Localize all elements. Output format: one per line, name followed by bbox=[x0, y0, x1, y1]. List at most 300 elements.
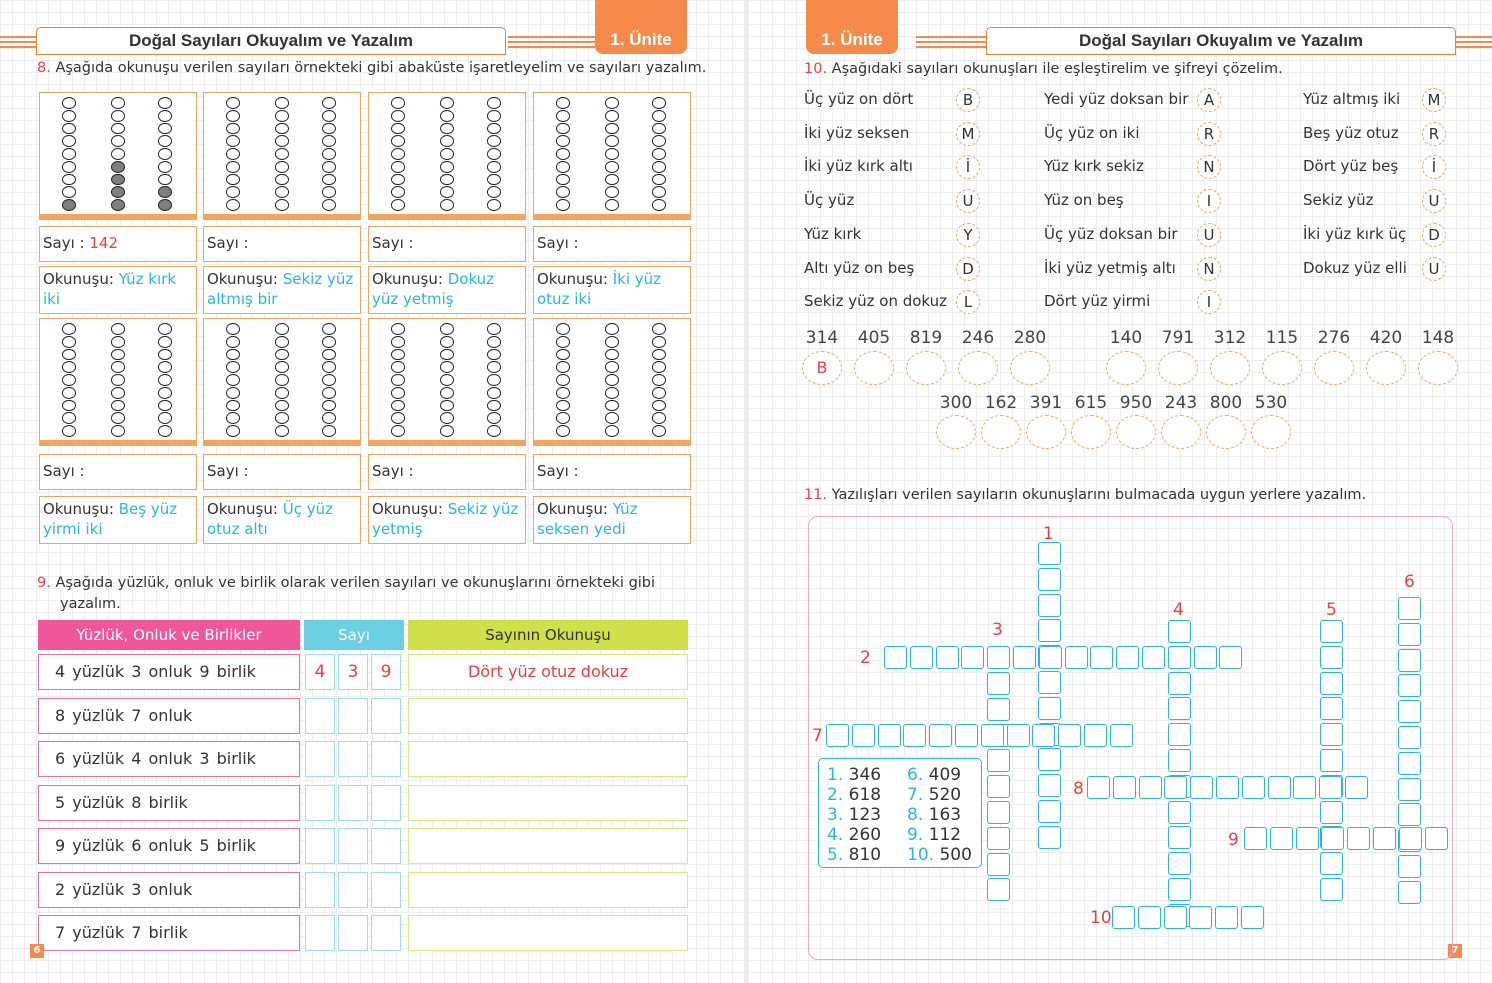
abacus-bead bbox=[111, 387, 125, 399]
crossword-cell[interactable] bbox=[1189, 906, 1212, 929]
abacus-bead bbox=[62, 199, 76, 211]
reading-box[interactable] bbox=[408, 741, 688, 777]
crossword-cell[interactable] bbox=[1345, 776, 1368, 799]
crossword-cell[interactable] bbox=[1216, 776, 1239, 799]
crossword-cell[interactable] bbox=[1038, 542, 1061, 565]
crossword-cell[interactable] bbox=[987, 672, 1010, 695]
code-answer-circle[interactable] bbox=[1418, 351, 1458, 385]
crossword-cell[interactable] bbox=[1425, 827, 1448, 850]
crossword-cell[interactable] bbox=[1320, 723, 1343, 746]
digit-box[interactable] bbox=[338, 741, 368, 777]
abacus-bead bbox=[605, 336, 619, 348]
crossword-cell[interactable] bbox=[1168, 672, 1191, 695]
abacus-bead bbox=[440, 148, 454, 160]
abacus-bead bbox=[62, 123, 76, 135]
table-header-number: Sayı bbox=[304, 620, 404, 650]
digit-box[interactable] bbox=[305, 828, 335, 864]
digit-box[interactable]: 4 bbox=[305, 654, 335, 690]
crossword-cell[interactable] bbox=[1168, 620, 1191, 643]
clue-item bbox=[827, 785, 881, 805]
abacus-bead bbox=[322, 361, 336, 373]
reading-text: Sekiz yüz on dokuz bbox=[804, 292, 948, 311]
digit-box[interactable] bbox=[338, 828, 368, 864]
units-cell: 7 yüzlük 7 birlik bbox=[38, 915, 300, 951]
okunusu-label: Okunuşu: bbox=[372, 270, 443, 288]
reading-text: Üç yüz doksan bir bbox=[1044, 224, 1178, 243]
clue-item bbox=[907, 825, 961, 845]
crossword-cell[interactable] bbox=[1398, 803, 1421, 826]
abacus-rod bbox=[226, 323, 240, 437]
abacus-rod bbox=[652, 323, 666, 437]
abacus-rod bbox=[487, 323, 501, 437]
abacus-rod bbox=[391, 323, 405, 437]
code-answer-circle[interactable] bbox=[1262, 351, 1302, 385]
crossword-cell[interactable] bbox=[1241, 906, 1264, 929]
digit-box[interactable] bbox=[371, 915, 401, 951]
crossword-cell[interactable] bbox=[961, 646, 984, 669]
crossword-cell[interactable] bbox=[1219, 646, 1242, 669]
number-field[interactable] bbox=[533, 226, 691, 262]
crossword-cell[interactable] bbox=[1032, 724, 1055, 747]
abacus-bead bbox=[605, 323, 619, 335]
clue-item bbox=[827, 825, 881, 845]
crossword-cell[interactable] bbox=[987, 749, 1010, 772]
sayi-label: Sayı : bbox=[207, 462, 249, 480]
letter-circle: D bbox=[1422, 223, 1446, 247]
code-number: 420 bbox=[1369, 328, 1403, 348]
digit-box[interactable] bbox=[305, 872, 335, 908]
abacus-bead bbox=[440, 387, 454, 399]
crossword-cell[interactable] bbox=[1007, 724, 1030, 747]
code-number: 819 bbox=[909, 328, 943, 348]
code-answer-circle[interactable] bbox=[1116, 415, 1156, 449]
clue-number: 3. bbox=[827, 805, 844, 825]
crossword-cell[interactable] bbox=[878, 724, 901, 747]
abacus-bead bbox=[391, 387, 405, 399]
abacus-bead bbox=[111, 97, 125, 109]
code-number: 246 bbox=[961, 328, 995, 348]
question-10-label: Aşağıdaki sayıları okunuşları ile eşleştirelim ve şifreyi çözelim. bbox=[831, 61, 1283, 77]
abacus-bead bbox=[62, 186, 76, 198]
reading-text: Yüz on beş bbox=[1044, 191, 1124, 210]
crossword-cell[interactable] bbox=[1398, 778, 1421, 801]
reading-text: Dokuz yüz yetmiş bbox=[372, 270, 495, 308]
sayi-label: Sayı : bbox=[43, 234, 85, 252]
code-number: 115 bbox=[1265, 328, 1299, 348]
crossword-cell[interactable] bbox=[1320, 646, 1343, 669]
crossword-number: 8 bbox=[1073, 779, 1084, 799]
crossword-cell[interactable] bbox=[852, 724, 875, 747]
crossword-cell[interactable] bbox=[1168, 723, 1191, 746]
abacus-bead bbox=[226, 161, 240, 173]
code-answer-circle[interactable] bbox=[1026, 415, 1066, 449]
code-answer-circle[interactable] bbox=[1161, 415, 1201, 449]
crossword-cell[interactable] bbox=[1398, 700, 1421, 723]
crossword-cell[interactable] bbox=[1113, 776, 1136, 799]
abacus-bead bbox=[111, 148, 125, 160]
decor-stripes bbox=[916, 36, 986, 50]
table-header-units: Yüzlük, Onluk ve Birlikler bbox=[38, 620, 300, 650]
crossword-cell[interactable] bbox=[1399, 827, 1422, 850]
clue-number: 5. bbox=[827, 845, 844, 865]
letter-circle: U bbox=[1422, 257, 1446, 281]
abacus-bead bbox=[605, 161, 619, 173]
abacus-bead bbox=[556, 97, 570, 109]
crossword-cell[interactable] bbox=[1112, 906, 1135, 929]
crossword-cell[interactable] bbox=[1168, 852, 1191, 875]
abacus bbox=[368, 318, 526, 446]
code-answer-circle[interactable] bbox=[1158, 351, 1198, 385]
abacus-bead bbox=[556, 425, 570, 437]
crossword-cell[interactable] bbox=[1142, 646, 1165, 669]
question-9-line2: yazalım. bbox=[60, 596, 121, 612]
code-number: 791 bbox=[1161, 328, 1195, 348]
abacus-bead bbox=[487, 400, 501, 412]
abacus-bead bbox=[111, 123, 125, 135]
number-field[interactable] bbox=[203, 226, 361, 262]
crossword-number: 4 bbox=[1173, 600, 1184, 620]
abacus-bead bbox=[440, 186, 454, 198]
reading-box[interactable] bbox=[408, 915, 688, 951]
unit-tab: 1. Ünite bbox=[806, 0, 898, 54]
crossword-cell[interactable] bbox=[929, 724, 952, 747]
abacus-bead bbox=[391, 148, 405, 160]
units-cell: 4 yüzlük 3 onluk 9 birlik bbox=[38, 654, 300, 690]
abacus-bead bbox=[605, 412, 619, 424]
crossword-cell[interactable] bbox=[1138, 906, 1161, 929]
clue-item bbox=[907, 785, 961, 805]
abacus-bead bbox=[556, 135, 570, 147]
abacus-bead bbox=[275, 374, 289, 386]
crossword-cell[interactable] bbox=[1242, 776, 1265, 799]
abacus-bead bbox=[605, 174, 619, 186]
crossword-cell[interactable] bbox=[1296, 827, 1319, 850]
abacus-bead bbox=[322, 349, 336, 361]
crossword-cell[interactable] bbox=[1038, 748, 1061, 771]
crossword-cell[interactable] bbox=[1164, 776, 1187, 799]
crossword-cell[interactable] bbox=[987, 853, 1010, 876]
digit-box[interactable]: 9 bbox=[371, 654, 401, 690]
units-cell: 6 yüzlük 4 onluk 3 birlik bbox=[38, 741, 300, 777]
abacus-bead bbox=[391, 400, 405, 412]
abacus-rod bbox=[226, 97, 240, 211]
crossword-cell[interactable] bbox=[1268, 776, 1291, 799]
abacus-bead bbox=[556, 110, 570, 122]
crossword-cell[interactable] bbox=[1373, 827, 1396, 850]
crossword-cell[interactable] bbox=[981, 724, 1004, 747]
number-field[interactable] bbox=[368, 454, 526, 490]
crossword-cell[interactable] bbox=[1168, 878, 1191, 901]
code-answer-circle[interactable]: B bbox=[802, 351, 842, 385]
abacus-bead bbox=[62, 135, 76, 147]
code-answer-circle[interactable] bbox=[1366, 351, 1406, 385]
digit-box[interactable] bbox=[371, 741, 401, 777]
crossword-cell[interactable] bbox=[1139, 776, 1162, 799]
letter-circle: L bbox=[956, 290, 980, 314]
reading-field bbox=[533, 496, 691, 544]
abacus-bead bbox=[391, 110, 405, 122]
abacus-bead bbox=[158, 135, 172, 147]
crossword-cell[interactable] bbox=[1320, 672, 1343, 695]
crossword-cell[interactable] bbox=[1398, 752, 1421, 775]
crossword-cell[interactable] bbox=[1168, 697, 1191, 720]
crossword-cell[interactable] bbox=[1087, 776, 1110, 799]
crossword-cell[interactable] bbox=[1398, 649, 1421, 672]
abacus-rod bbox=[275, 323, 289, 437]
crossword-cell[interactable] bbox=[1244, 827, 1267, 850]
crossword-cell[interactable] bbox=[1319, 776, 1342, 799]
crossword-cell[interactable] bbox=[1090, 646, 1113, 669]
crossword-cell[interactable] bbox=[1168, 826, 1191, 849]
abacus-bead bbox=[158, 186, 172, 198]
abacus-bead bbox=[62, 361, 76, 373]
number-field[interactable] bbox=[368, 226, 526, 262]
abacus-bead bbox=[556, 186, 570, 198]
sayi-label: Sayı : bbox=[43, 462, 85, 480]
reading-box[interactable] bbox=[408, 828, 688, 864]
reading-text: Sekiz yüz bbox=[1303, 191, 1374, 210]
clue-value: 520 bbox=[928, 785, 962, 805]
crossword-cell[interactable] bbox=[884, 646, 907, 669]
number-value: 142 bbox=[89, 234, 119, 252]
clue-value: 500 bbox=[939, 845, 972, 865]
crossword-cell[interactable] bbox=[1039, 646, 1062, 669]
abacus-bead bbox=[391, 425, 405, 437]
code-answer-circle[interactable] bbox=[1106, 351, 1146, 385]
crossword-cell[interactable] bbox=[1347, 827, 1370, 850]
clue-value: 346 bbox=[848, 765, 882, 785]
code-answer-circle[interactable] bbox=[1251, 415, 1291, 449]
clue-item bbox=[827, 805, 881, 825]
clue-number: 6. bbox=[907, 765, 924, 785]
letter-circle: B bbox=[956, 88, 980, 112]
crossword-cell[interactable] bbox=[1065, 646, 1088, 669]
code-answer-circle[interactable] bbox=[958, 351, 998, 385]
abacus-bead bbox=[275, 323, 289, 335]
abacus-bead bbox=[652, 161, 666, 173]
digit-box[interactable] bbox=[338, 872, 368, 908]
crossword-cell[interactable] bbox=[987, 775, 1010, 798]
abacus-bead bbox=[275, 148, 289, 160]
reading-text: Sekiz yüz yetmiş bbox=[372, 500, 519, 538]
crossword-cell[interactable] bbox=[1320, 801, 1343, 824]
crossword-cell[interactable] bbox=[1038, 826, 1061, 849]
code-answer-circle[interactable] bbox=[1314, 351, 1354, 385]
crossword-cell[interactable] bbox=[955, 724, 978, 747]
abacus-bead bbox=[275, 97, 289, 109]
crossword-cell[interactable] bbox=[987, 827, 1010, 850]
crossword-cell[interactable] bbox=[1038, 594, 1061, 617]
abacus-bead bbox=[556, 361, 570, 373]
crossword-cell[interactable] bbox=[1168, 801, 1191, 824]
abacus-bead bbox=[652, 135, 666, 147]
abacus-bead bbox=[275, 425, 289, 437]
number-field[interactable] bbox=[39, 454, 197, 490]
reading-box[interactable]: Dört yüz otuz dokuz bbox=[408, 654, 688, 690]
number-field[interactable] bbox=[39, 226, 197, 262]
code-number: 162 bbox=[984, 393, 1018, 413]
crossword-cell[interactable] bbox=[1038, 568, 1061, 591]
abacus-bead bbox=[487, 161, 501, 173]
code-answer-circle[interactable] bbox=[906, 351, 946, 385]
abacus-bead bbox=[226, 110, 240, 122]
crossword-cell[interactable] bbox=[987, 646, 1010, 669]
crossword-cell[interactable] bbox=[1168, 646, 1191, 669]
crossword-cell[interactable] bbox=[1038, 697, 1061, 720]
digit-box[interactable] bbox=[305, 698, 335, 734]
crossword-cell[interactable] bbox=[1320, 852, 1343, 875]
abacus-bead bbox=[275, 110, 289, 122]
crossword-cell[interactable] bbox=[1398, 855, 1421, 878]
code-answer-circle[interactable] bbox=[1210, 351, 1250, 385]
clue-item bbox=[827, 765, 881, 785]
crossword-cell[interactable] bbox=[1164, 906, 1187, 929]
crossword-cell[interactable] bbox=[910, 646, 933, 669]
digit-box[interactable] bbox=[371, 698, 401, 734]
abacus-bead bbox=[605, 374, 619, 386]
reading-box[interactable] bbox=[408, 698, 688, 734]
digit-box[interactable] bbox=[371, 828, 401, 864]
digit-box[interactable] bbox=[305, 785, 335, 821]
abacus-bead bbox=[652, 412, 666, 424]
crossword-cell[interactable] bbox=[826, 724, 849, 747]
abacus-bead bbox=[652, 323, 666, 335]
reading-box[interactable] bbox=[408, 785, 688, 821]
abacus-bead bbox=[391, 161, 405, 173]
abacus-bead bbox=[652, 123, 666, 135]
crossword-cell[interactable] bbox=[1058, 724, 1081, 747]
crossword-cell[interactable] bbox=[1398, 597, 1421, 620]
reading-field bbox=[533, 266, 691, 314]
abacus-bead bbox=[322, 97, 336, 109]
crossword-cell[interactable] bbox=[1398, 726, 1421, 749]
abacus-bead bbox=[111, 110, 125, 122]
abacus-bead bbox=[440, 425, 454, 437]
crossword-cell[interactable] bbox=[903, 724, 926, 747]
reading-field bbox=[368, 496, 526, 544]
abacus-bead bbox=[111, 336, 125, 348]
crossword-cell[interactable] bbox=[1116, 646, 1139, 669]
abacus-bead bbox=[440, 336, 454, 348]
crossword-cell[interactable] bbox=[1321, 827, 1344, 850]
crossword-cell[interactable] bbox=[1038, 671, 1061, 694]
code-answer-circle[interactable] bbox=[1010, 351, 1050, 385]
abacus-rod bbox=[487, 97, 501, 211]
crossword-cell[interactable] bbox=[1293, 776, 1316, 799]
abacus-rod bbox=[62, 323, 76, 437]
abacus-bead bbox=[111, 400, 125, 412]
reading-box[interactable] bbox=[408, 872, 688, 908]
crossword-cell[interactable] bbox=[936, 646, 959, 669]
reading-text: Dokuz yüz elli bbox=[1303, 258, 1407, 277]
abacus-rod bbox=[158, 323, 172, 437]
clue-value: 810 bbox=[848, 845, 882, 865]
digit-box[interactable] bbox=[371, 785, 401, 821]
code-answer-circle[interactable] bbox=[936, 415, 976, 449]
crossword-number: 1 bbox=[1043, 524, 1054, 544]
abacus-bead bbox=[652, 199, 666, 211]
abacus-bead bbox=[62, 148, 76, 160]
code-answer-circle[interactable] bbox=[1206, 415, 1246, 449]
crossword-cell[interactable] bbox=[1038, 800, 1061, 823]
code-number: 314 bbox=[805, 328, 839, 348]
reading-text: Yedi yüz doksan bir bbox=[1044, 90, 1189, 108]
crossword-cell[interactable] bbox=[1320, 697, 1343, 720]
letter-circle: I bbox=[1197, 189, 1221, 213]
crossword-cell[interactable] bbox=[1190, 776, 1213, 799]
abacus-bead bbox=[275, 336, 289, 348]
crossword-cell[interactable] bbox=[1398, 623, 1421, 646]
digit-box[interactable]: 3 bbox=[338, 654, 368, 690]
letter-circle: I bbox=[1197, 290, 1221, 314]
abacus-bead bbox=[652, 387, 666, 399]
abacus-bead bbox=[556, 349, 570, 361]
reading-text: Üç yüz on iki bbox=[1044, 123, 1140, 142]
digit-box[interactable] bbox=[338, 915, 368, 951]
crossword-cell[interactable] bbox=[1013, 646, 1036, 669]
crossword-cell[interactable] bbox=[987, 878, 1010, 901]
digit-box[interactable] bbox=[338, 785, 368, 821]
reading-field bbox=[203, 496, 361, 544]
number-field[interactable] bbox=[533, 454, 691, 490]
abacus-bead bbox=[111, 186, 125, 198]
crossword-cell[interactable] bbox=[1084, 724, 1107, 747]
clue-value: 163 bbox=[928, 805, 962, 825]
digit-box[interactable] bbox=[338, 698, 368, 734]
abacus-bead bbox=[275, 186, 289, 198]
code-answer-circle[interactable] bbox=[1071, 415, 1111, 449]
crossword-cell[interactable] bbox=[1038, 774, 1061, 797]
reading-text: Üç yüz otuz altı bbox=[207, 500, 333, 538]
abacus-bead bbox=[652, 97, 666, 109]
crossword-cell[interactable] bbox=[1270, 827, 1293, 850]
abacus-bead bbox=[62, 97, 76, 109]
abacus-bead bbox=[111, 425, 125, 437]
crossword-cell[interactable] bbox=[1398, 674, 1421, 697]
crossword-cell[interactable] bbox=[1320, 620, 1343, 643]
digit-box[interactable] bbox=[305, 915, 335, 951]
number-field[interactable] bbox=[203, 454, 361, 490]
crossword-cell[interactable] bbox=[987, 801, 1010, 824]
sayi-label: Sayı : bbox=[537, 234, 579, 252]
abacus-bead bbox=[322, 387, 336, 399]
digit-box[interactable] bbox=[305, 741, 335, 777]
abacus-bead bbox=[275, 400, 289, 412]
crossword-cell[interactable] bbox=[1215, 906, 1238, 929]
question-9-text bbox=[37, 575, 655, 591]
code-answer-circle[interactable] bbox=[981, 415, 1021, 449]
crossword-cell[interactable] bbox=[1038, 619, 1061, 642]
crossword-cell[interactable] bbox=[1398, 881, 1421, 904]
question-10-number: 10. bbox=[804, 61, 828, 77]
crossword-cell[interactable] bbox=[987, 698, 1010, 721]
crossword-cell[interactable] bbox=[1168, 749, 1191, 772]
abacus-bead bbox=[275, 412, 289, 424]
digit-box[interactable] bbox=[371, 872, 401, 908]
abacus-bead bbox=[275, 199, 289, 211]
crossword-cell[interactable] bbox=[1110, 724, 1133, 747]
crossword-cell[interactable] bbox=[1320, 749, 1343, 772]
abacus-bead bbox=[62, 110, 76, 122]
abacus-bead bbox=[158, 387, 172, 399]
code-answer-circle[interactable] bbox=[854, 351, 894, 385]
crossword-cell[interactable] bbox=[1194, 646, 1217, 669]
crossword-cell[interactable] bbox=[1320, 878, 1343, 901]
abacus-bead bbox=[62, 349, 76, 361]
letter-circle: Y bbox=[956, 223, 980, 247]
letter-circle: D bbox=[956, 257, 980, 281]
code-number: 391 bbox=[1029, 393, 1063, 413]
